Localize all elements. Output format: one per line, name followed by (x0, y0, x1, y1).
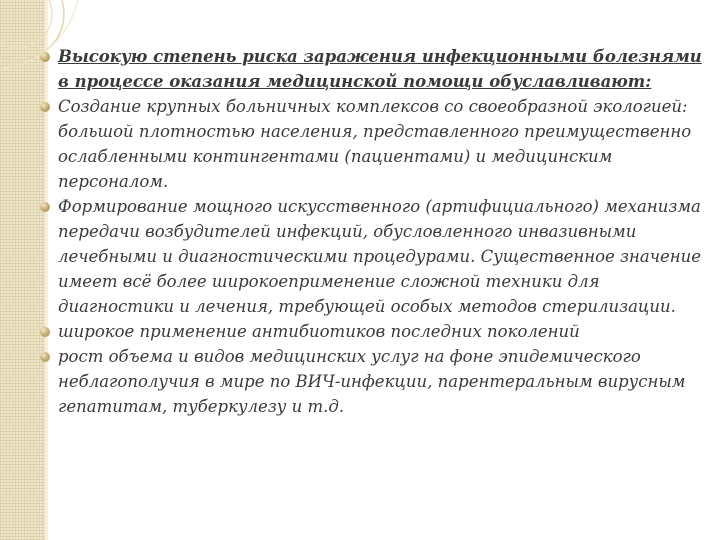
bullet-dot-icon (40, 102, 50, 112)
bullet-dot-icon (40, 202, 50, 212)
bullet-item-text: Создание крупных больничных комплексов со своеобразной экологией: большой плотностью населения, представленного преимущественно ослабленными контингентами (пациентами) и медицинским персоналом. (58, 97, 692, 191)
decorative-ring-small (0, 0, 52, 48)
bullet-item-medical-services (38, 344, 708, 419)
bullet-heading-text: Высокую степень риска заражения инфекционными болезнями в процессе оказания медицинской помощи обуславливают: (58, 47, 702, 91)
bullet-item-text: рост объема и видов медицинских услуг на фоне эпидемического неблагополучия в мире по ВИЧ-инфекции, парентеральным вирусным гепатитам, туберкулезу и т.д. (58, 347, 686, 416)
bullet-dot-icon (40, 352, 50, 362)
bullet-heading (38, 44, 708, 94)
bullet-item-hospital-complexes (38, 94, 708, 194)
bullet-item-text: Формирование мощного искусственного (артифициального) механизма передачи возбудителей инфекций, обусловленного инвазивными лечебными и диагностическими процедурами. Существенное значение имеет всё более широкоеприменение сложной техники для диагностики и лечения, требующей особых методов стерилизации. (58, 197, 702, 316)
bullet-list (38, 44, 708, 419)
bullet-dot-icon (40, 327, 50, 337)
bullet-item-text: широкое применение антибиотиков последних поколений (58, 322, 580, 341)
bullet-dot-icon (40, 52, 50, 62)
bullet-item-antibiotics (38, 319, 708, 344)
bullet-item-transmission-mechanism (38, 194, 708, 319)
